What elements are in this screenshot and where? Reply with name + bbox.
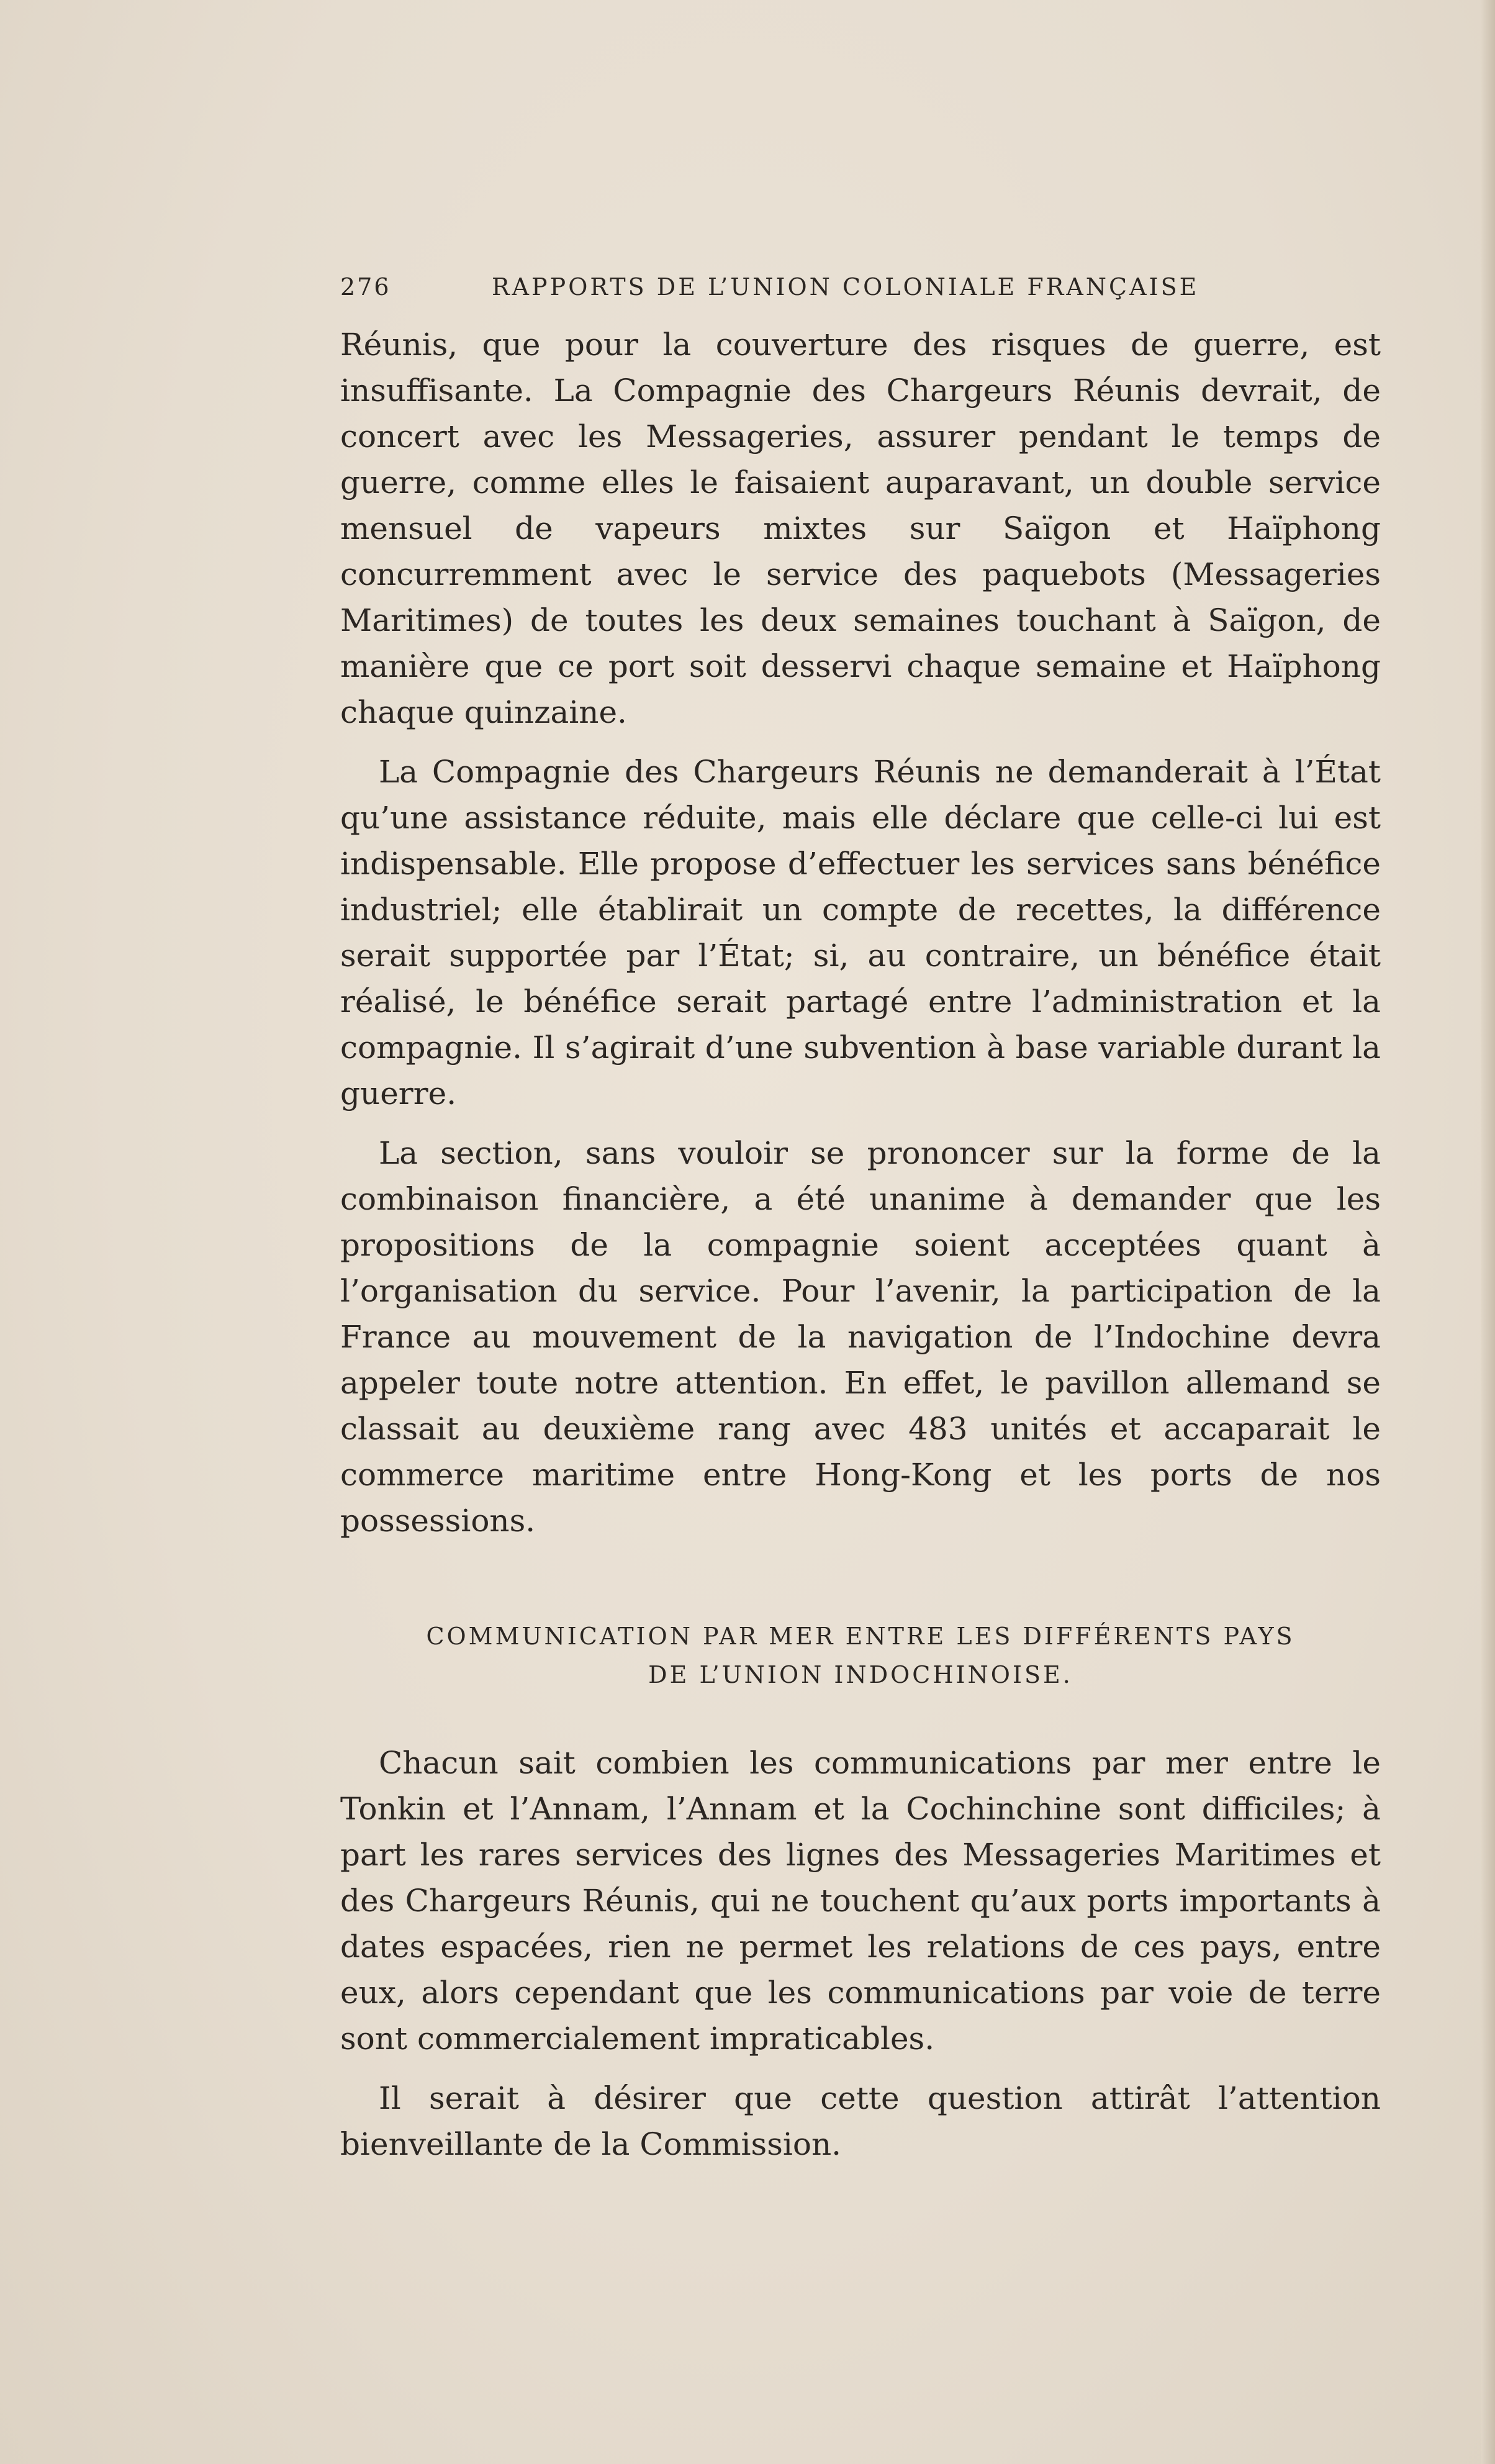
section-title-line: COMMUNICATION PAR MER ENTRE LES DIFFÉRENTS PAYS: [426, 1623, 1295, 1650]
page-number: 276: [340, 273, 391, 301]
paragraph: La Compagnie des Chargeurs Réunis ne demanderait à l’État qu’une assistance réduite, mais elle déclare que celle-ci lui est indispensable. Elle propose d’effectuer les services sans bénéfice industriel; elle établirait un compte de recettes, la différence serait supportée par l’État; si, au contraire, un bénéfice était réalisé, le bénéfice serait partagé entre l’administration et la compagnie. Il s’agirait d’une subvention à base variable durant la guerre.: [340, 754, 1381, 1112]
section-title-line: DE L’UNION INDOCHINOISE.: [648, 1661, 1073, 1688]
page-body: [340, 322, 1381, 2181]
paragraph: La section, sans vouloir se prononcer sur la forme de la combinaison financière, a été unanime à demander que les propositions de la compagnie soient acceptées quant à l’organisation du service. Pour l’avenir, la participation de la France au mouvement de la navigation de l’Indochine devra appeler toute notre attention. En effet, le pavillon allemand se classait au deuxième rang avec 483 unités et accaparait le commerce maritime entre Hong-Kong et les ports de nos possessions.: [340, 1135, 1381, 1539]
page-edge-shadow: [1481, 0, 1495, 2464]
paragraph: Il serait à désirer que cette question attirât l’attention bienveillante de la Commission.: [340, 2080, 1381, 2162]
section-title: [340, 1617, 1381, 1694]
paragraph: Réunis, que pour la couverture des risques de guerre, est insuffisante. La Compagnie des Chargeurs Réunis devrait, de concert avec les Messageries, assurer pendant le temps de guerre, comme elles le faisaient auparavant, un double service mensuel de vapeurs mixtes sur Saïgon et Haïphong concurremment avec le service des paquebots (Messageries Maritimes) de toutes les deux semaines touchant à Saïgon, de manière que ce port soit desservi chaque semaine et Haïphong chaque quinzaine.: [340, 327, 1381, 730]
paragraph: Chacun sait combien les communications par mer entre le Tonkin et l’Annam, l’Annam et la Cochinchine sont difficiles; à part les rares services des lignes des Messageries Maritimes et des Chargeurs Réunis, qui ne touchent qu’aux ports importants à dates espacées, rien ne permet les relations de ces pays, entre eux, alors cependant que les communications par voie de terre sont commercialement impraticables.: [340, 1745, 1381, 2057]
running-head: RAPPORTS DE L’UNION COLONIALE FRANÇAISE: [492, 273, 1199, 301]
page-header: [340, 273, 1381, 310]
